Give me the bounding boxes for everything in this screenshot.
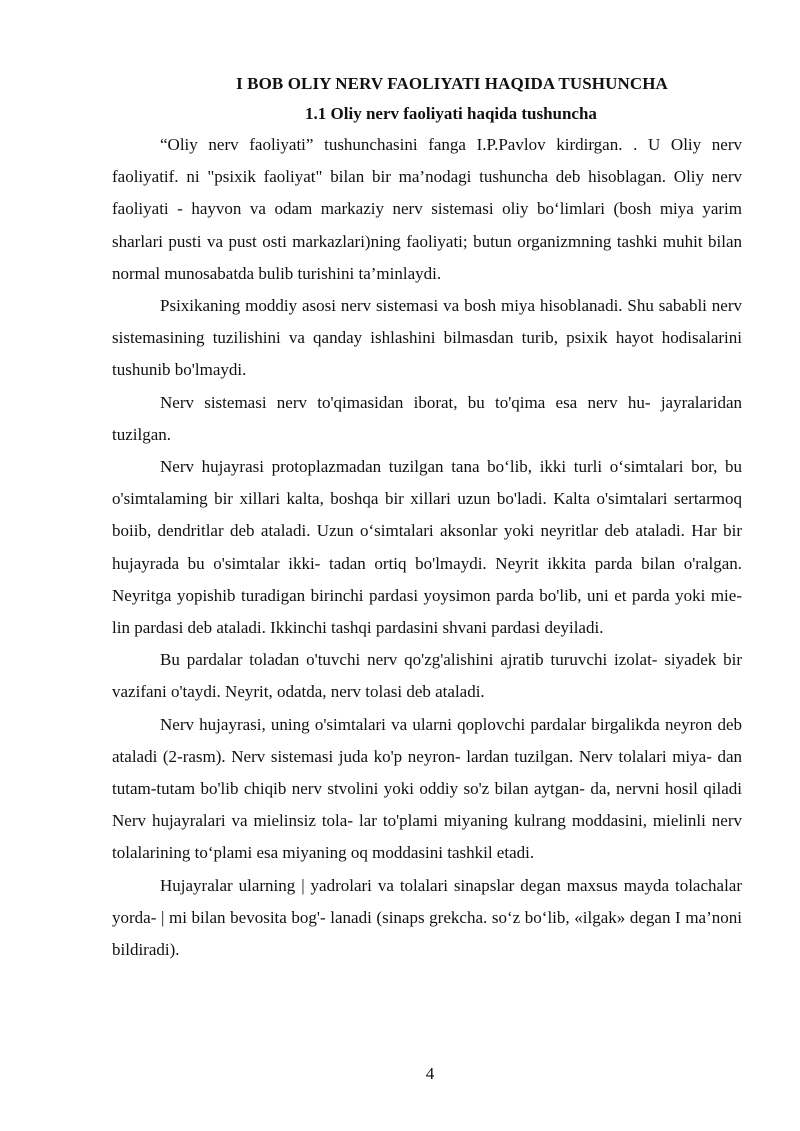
paragraph-5: Bu pardalar toladan o'tuvchi nerv qo'zg'alishini ajratib turuvchi izolat- siyadek bir vazifani o'taydi. Neyrit, odatda, nerv tolasi deb ataladi.: [112, 650, 742, 702]
paragraph-6: Nerv hujayrasi, uning o'simtalari va ularni qoplovchi pardalar birgalikda neyron deb ataladi (2-rasm). Nerv sistemasi juda ko'p neyron- lardan tuzilgan. Nerv tolalari miya- dan tutam-tutam bo'lib chiqib nerv stvolini yoki oddiy so'z bilan aytgan- da, nervni hosil qiladi Nerv hujayralari va mielinsiz tola- lar to'plami miyaning kulrang moddasini, mielinli nerv tolalarining to‘plami esa miyaning oq moddasini tashkil etadi.: [112, 714, 742, 863]
paragraph-2: Psixikaning moddiy asosi nerv sistemasi va bosh miya hisoblanadi. Shu sababli nerv sistemasining tuzilishini va qanday ishlashini bilmasdan turib, psixik hayot hodisalarini tushunib bo'lmaydi.: [112, 296, 742, 380]
paragraph-4: Nerv hujayrasi protoplazmadan tuzilgan tana bo‘lib, ikki turli o‘simtalari bor, bu o'simtalaming bir xillari kalta, boshqa bir xillari uzun bo'ladi. Kalta o'simtalari sertarmoq boiib, dendritlar deb ataladi. Uzun o‘simtalari aksonlar yoki neyritlar deb ataladi. Har bir hujayrada bu o'simtalar ikki- tadan ortiq bo'lmaydi. Neyrit ikkita parda bilan o'ralgan. Neyritga yopishib turadigan birinchi pardasi yoysimon parda bo'lib, uni et parda yoki mie- lin pardasi deb ataladi. Ikkinchi tashqi pardasini shvani pardasi deyiladi.: [112, 457, 742, 638]
paragraph-1: “Oliy nerv faoliyati” tushunchasini fanga I.P.Pavlov kirdirgan. . U Oliy nerv faoliyatif. ni "psixik faoliyat" bilan bir ma’nodagi tushuncha deb hisoblagan. Oliy nerv faoliyati - hayvon va odam markaziy nerv sistemasi oliy bo‘limlari (bosh miya yarim sharlari pusti va pust osti markazlari)ning faoliyati; butun organizmning tashki muhit bilan normal munosabatda bulib turishini ta’minlaydi.: [112, 135, 742, 283]
section-title: 1.1 Oliy nerv faoliyati haqida tushuncha: [305, 104, 597, 123]
page-number: 4: [425, 1064, 435, 1083]
document-page: [112, 73, 742, 966]
paragraph-3: Nerv sistemasi nerv to'qimasidan iborat, bu to'qima esa nerv hu- jayralaridan tuzilgan.: [112, 392, 742, 444]
chapter-title: I BOB OLIY NERV FAOLIYATI HAQIDA TUSHUNCHA: [236, 74, 668, 93]
paragraph-7: Hujayralar ularning | yadrolari va tolalari sinapslar degan maxsus mayda tolachalar yorda- | mi bilan bevosita bog'- lanadi (sinaps grekcha. so‘z bo‘lib, «ilgak» degan I ma’noni bildiradi).: [112, 875, 742, 960]
